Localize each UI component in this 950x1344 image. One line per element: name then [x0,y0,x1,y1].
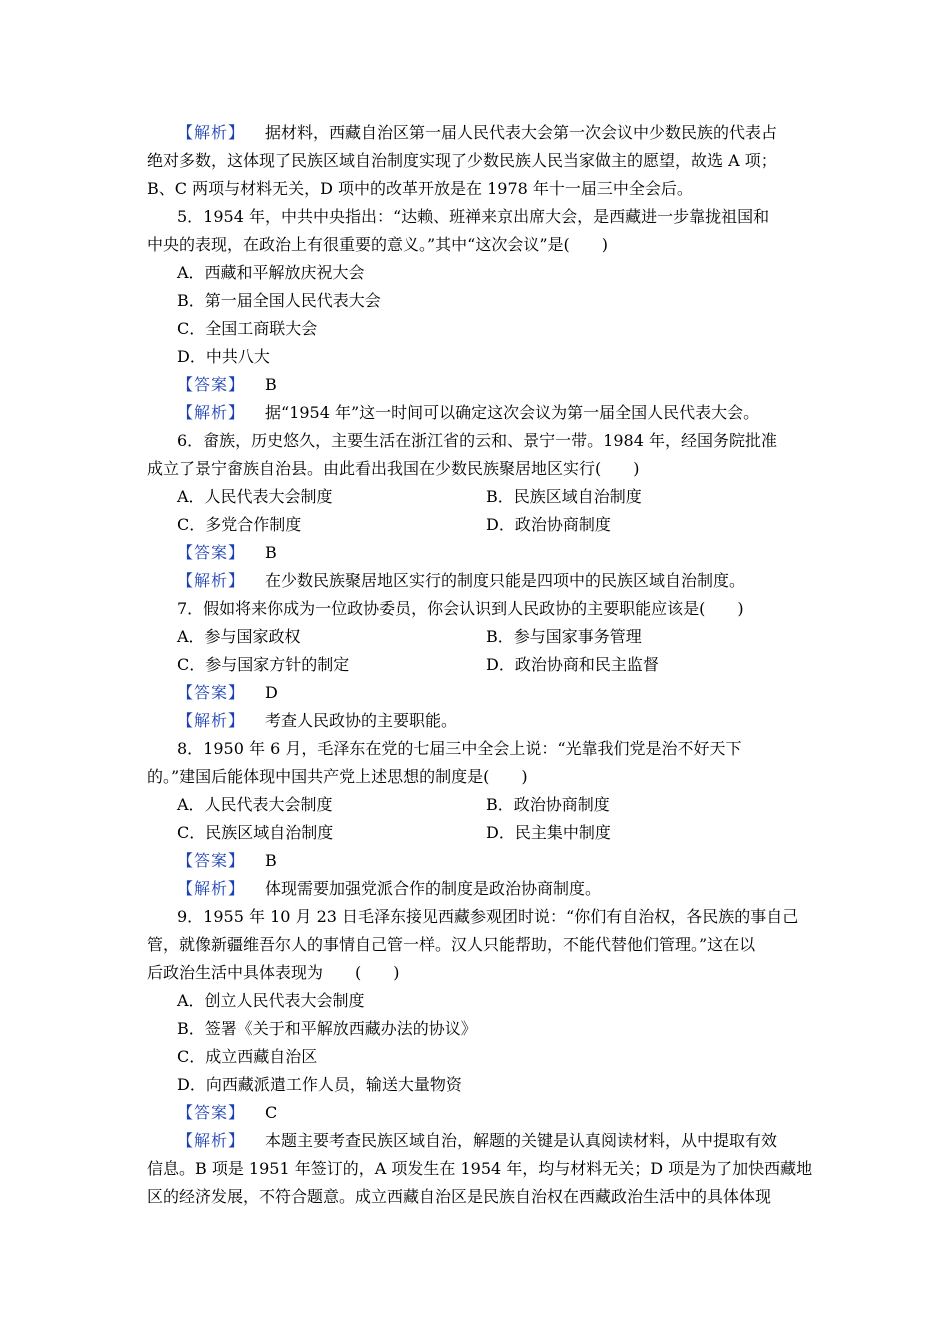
q5-explanation: 【解析】 据“1954 年”这一时间可以确定这次会议为第一届全国人民代表大会。 [177,403,760,422]
q7-option-a: A．参与国家政权 [177,627,301,646]
q7-stem-line-1: 7．假如将来你成为一位政协委员，你会认识到人民政协的主要职能应该是( ) [177,599,744,618]
q9-stem-line-2: 管，就像新疆维吾尔人的事情自己管一样。汉人只能帮助，不能代替他们管理。”这在以 [147,935,756,954]
answer-tag: 【答案】 [177,375,246,394]
q4-explanation-line-1: 【解析】 据材料，西藏自治区第一届人民代表大会第一次会议中少数民族的代表占 [177,123,778,142]
q9-option-b: B．签署《关于和平解放西藏办法的协议》 [177,1019,477,1038]
q9-option-d: D．向西藏派遣工作人员，输送大量物资 [177,1075,462,1094]
explanation-tag: 【解析】 [177,571,246,590]
answer-value: B [265,543,277,562]
q8-stem-line-2: 的。”建国后能体现中国共产党上述思想的制度是( ) [147,767,528,786]
q6-stem-line-2: 成立了景宁畲族自治县。由此看出我国在少数民族聚居地区实行( ) [147,459,640,478]
q7-option-b: B．参与国家事务管理 [486,627,642,646]
q6-explanation: 【解析】 在少数民族聚居地区实行的制度只能是四项中的民族区域自治制度。 [177,571,746,590]
q5-option-b: B．第一届全国人民代表大会 [177,291,381,310]
q8-stem-line-1: 8．1950 年 6 月，毛泽东在党的七届三中全会上说：“光靠我们党是治不好天下 [177,739,742,758]
answer-value: C [265,1103,278,1122]
q9-stem-line-3: 后政治生活中具体表现为 ( ) [147,963,400,982]
q8-option-c: C．民族区域自治制度 [177,823,334,842]
explanation-tag: 【解析】 [177,1131,246,1150]
q9-option-a: A．创立人民代表大会制度 [177,991,365,1010]
q5-option-d: D．中共八大 [177,347,270,366]
q5-stem-line-1: 5．1954 年，中共中央指出：“达赖、班禅来京出席大会，是西藏进一步靠拢祖国和 [177,207,770,226]
q5-stem-line-2: 中央的表现，在政治上有很重要的意义。”其中“这次会议”是( ) [147,235,609,254]
answer-value: B [265,851,277,870]
q7-option-c: C．参与国家方针的制定 [177,655,350,674]
answer-tag: 【答案】 [177,1103,246,1122]
q8-option-d: D．民主集中制度 [486,823,611,842]
q6-stem-line-1: 6．畲族，历史悠久，主要生活在浙江省的云和、景宁一带。1984 年，经国务院批准 [177,431,777,450]
q7-answer [177,679,847,707]
q8-explanation: 【解析】 体现需要加强党派合作的制度是政治协商制度。 [177,879,602,898]
q5-option-c: C．全国工商联大会 [177,319,318,338]
q5-option-a: A．西藏和平解放庆祝大会 [177,263,365,282]
q5-answer [177,371,847,399]
q4-explanation-line-3: B、C 两项与材料无关，D 项中的改革开放是在 1978 年十一届三中全会后。 [147,179,693,198]
q9-stem-line-1: 9．1955 年 10 月 23 日毛泽东接见西藏参观团时说：“你们有自治权，各民族的事自己 [177,907,799,926]
q9-explanation-line-2: 信息。B 项是 1951 年签订的，A 项发生在 1954 年，均与材料无关；D 项是为了加快西藏地 [147,1159,813,1178]
q9-explanation-line-1: 【解析】 本题主要考查民族区域自治，解题的关键是认真阅读材料，从中提取有效 [177,1131,778,1150]
q4-explanation-line-2: 绝对多数，这体现了民族区域自治制度实现了少数民族人民当家做主的愿望，故选 A 项； [147,151,777,170]
q8-option-b: B．政治协商制度 [486,795,610,814]
explanation-tag: 【解析】 [177,123,246,142]
q6-option-d: D．政治协商制度 [486,515,611,534]
explanation-tag: 【解析】 [177,711,246,730]
q9-explanation-line-3: 区的经济发展，不符合题意。成立西藏自治区是民族自治权在西藏政治生活中的具体体现 [147,1187,772,1206]
q6-option-c: C．多党合作制度 [177,515,302,534]
q8-answer [177,847,847,875]
answer-tag: 【答案】 [177,683,246,702]
q8-option-a: A．人民代表大会制度 [177,795,333,814]
answer-value: B [265,375,277,394]
q9-option-c: C．成立西藏自治区 [177,1047,318,1066]
q9-answer [177,1099,847,1127]
q6-option-a: A．人民代表大会制度 [177,487,333,506]
answer-tag: 【答案】 [177,851,246,870]
q7-option-d: D．政治协商和民主监督 [486,655,659,674]
q7-explanation: 【解析】 考查人民政协的主要职能。 [177,711,458,730]
q6-answer [177,539,847,567]
q6-option-b: B．民族区域自治制度 [486,487,642,506]
answer-tag: 【答案】 [177,543,246,562]
answer-value: D [265,683,278,702]
explanation-tag: 【解析】 [177,403,246,422]
explanation-tag: 【解析】 [177,879,246,898]
